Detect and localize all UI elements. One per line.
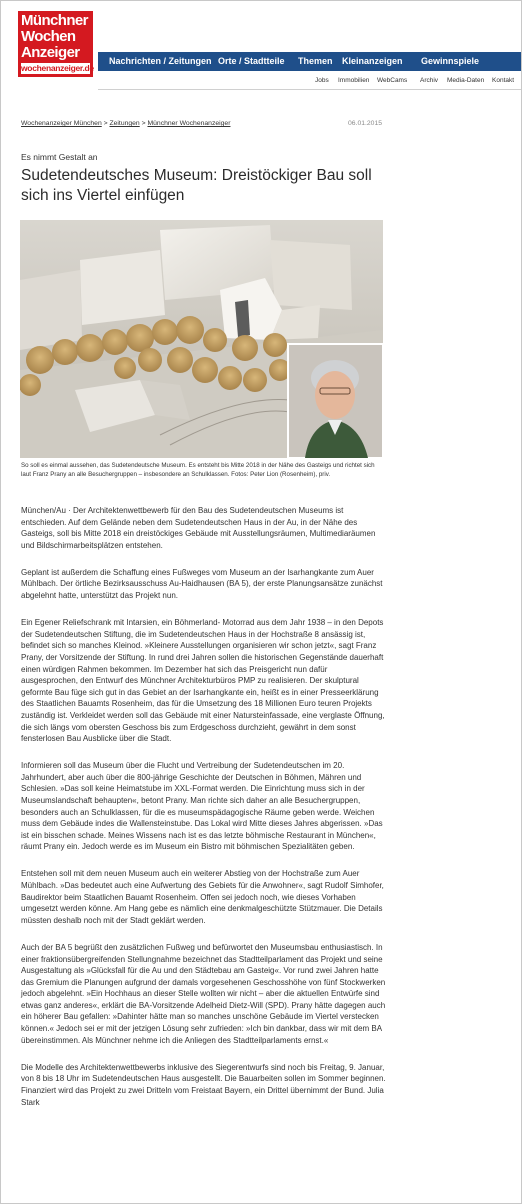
breadcrumb-separator: > (141, 120, 148, 127)
article-headline: Sudetendeutsches Museum: Dreistöckiger Bau soll sich ins Viertel einfügen (21, 167, 372, 204)
breadcrumb-zeitungen[interactable]: Zeitungen (109, 120, 140, 127)
subnav-archiv[interactable]: Archiv (420, 77, 439, 84)
article-paragraph: Entstehen soll mit dem neuen Museum auch ein weiterer Abstieg von der Hochstraße zum Auer Mühlbach. »Das bedeutet auch eine Aufwertung des Gebiets für die Anwohner«, sagt Rudolf Simhofer, Baudirektor beim Staatlichen Bauamt Rosenheim. Offen sei jedoch noch, wie dieses Vorhaben umgesetzt werden könne. Am Hang gebe es nämlich eine denkmalgeschützte Stützmauer. Die Details müssten deshalb noch mit der Stadt geklärt werden. (21, 869, 384, 925)
main-nav (98, 52, 521, 71)
logo-line-1: Münchner (21, 12, 88, 29)
subnav-jobs[interactable]: Jobs (315, 77, 329, 84)
header-divider (98, 89, 521, 90)
nav-item-nachrichten[interactable]: Nachrichten / Zeitungen (109, 56, 212, 66)
breadcrumb (21, 120, 230, 127)
subnav-immobilien[interactable]: Immobilien (338, 77, 370, 84)
logo-url: wochenanzeiger.de (21, 63, 94, 73)
article-paragraph: Die Modelle des Architektenwettbewerbs inklusive des Siegerentwurfs sind noch bis Freitag, 9. Januar, von 8 bis 18 Uhr im Sudetendeutschen Haus ausgestellt. Die Bauarbeiten sollen im Sommer beginnen. Finanziert wird das Projekt zu zwei Dritteln vom Freistaat Bayern, ein Drittel übernimmt der Bund. Julia Stark (21, 1062, 386, 1107)
subnav-media-daten[interactable]: Media-Daten (447, 77, 485, 84)
breadcrumb-separator: > (103, 120, 110, 127)
nav-item-themen[interactable]: Themen (298, 56, 333, 66)
logo-line-2: Wochen (21, 28, 76, 45)
article-photo[interactable] (20, 220, 383, 458)
photo-caption: So soll es einmal aussehen, das Sudetendeutsche Museum. Es entsteht bis Mitte 2018 in der Nähe des Gasteigs und richtet sich laut Franz Prany an alle Besuchergruppen – insbesondere an Schulklassen. Fotos: Peter Lion (Rosenheim), priv. (21, 462, 375, 478)
subnav-kontakt[interactable]: Kontakt (492, 77, 515, 84)
subnav-webcams[interactable]: WebCams (377, 77, 408, 84)
breadcrumb-home[interactable]: Wochenanzeiger München (21, 120, 102, 127)
article-paragraph: München/Au · Der Architektenwettbewerb für den Bau des Sudetendeutschen Museums ist entschieden. Auf dem Gelände neben dem Sudetendeutschen Haus in der Au, in der Nähe des Gasteigs, soll bis Mitte 2018 ein dreistöckiges Gebäude mit Ausstellungsräumen, Multimediaräumen und Bildschirmarbeitsplätzen entstehen. (21, 506, 376, 550)
nav-item-gewinnspiele[interactable]: Gewinnspiele (421, 56, 480, 66)
article-date: 06.01.2015 (348, 120, 383, 127)
article-paragraph: Auch der BA 5 begrüßt den zusätzlichen Fußweg und befürwortet den Museumsbau enthusiastisch. In einer fraktionsübergreifenden Stellungnahme bezeichnet das Stadtteilparlament das Projekt und seine Ausgestaltung als »Glücksfall für die Au und den Städtebau am Gasteig«. Vor rund zwei Jahren hatte das Gremium die Planungen aufgrund der damals vorgesehenen Geschosshöhe von fünf Stockwerken jedoch abgelehnt. »Ein Hochhaus an dieser Stelle wollten wir nicht – aber die aktuellen Entwürfe sind etwas ganz anderes«, erklärt die BA-Vorsitzende Adelheid Dietz-Will (SPD). Prany hätte dagegen auch ein höherer Bau gefallen: »Dahinter hätte man so manches unschöne Gebäude im Viertel verstecken können.« Jedoch sei er mit der jetzigen Lösung sehr zufrieden: »Ich bin dankbar, dass wir mit dem BA übereinstimmen. Als Münchner nehme ich die Anliegen des Stadtteilparlaments ernst.« (21, 942, 386, 1045)
museum-model-image (20, 220, 383, 458)
logo-line-3: Anzeiger (21, 44, 80, 61)
nav-item-kleinanzeigen[interactable]: Kleinanzeigen (342, 56, 403, 66)
sub-nav (1, 75, 521, 87)
nav-item-orte[interactable]: Orte / Stadtteile (218, 56, 285, 66)
article-body (21, 505, 386, 1124)
article-kicker: Es nimmt Gestalt an (21, 152, 98, 162)
article-paragraph: Geplant ist außerdem die Schaffung eines Fußweges vom Museum an der Isarhangkante zum Auer Mühlbach. Der örtliche Bezirksausschuss Au-Haidhausen (BA 5), der erste Planungsansätze zunächst abgelehnt hatte, unterstützt das Projekt nun. (21, 567, 383, 601)
article-paragraph: Informieren soll das Museum über die Flucht und Vertreibung der Sudetendeutschen im 20. Jahrhundert, aber auch über die 800-jährige Geschichte der Deutschen in Böhmen, Mähren und Schlesien. »Das soll keine Heimatstube im XXL-Format werden. Die Einrichtung muss sich in der Museumslandschaft behaupten«, betont Prany. Man richte sich daher an alle Besuchergruppen, besonders auch an Schulklassen, für die es museumspädagogische Räume geben werde. Weichen muss dem Gebäude indes die Wallensteinstube. Das Lokal wird Mitte dieses Jahres abgerissen. »Das ist ein bisschen schade. Meines Wissens nach ist es das letzte böhmische Restaurant in München«, räumt Prany ein. Jedoch werde es im Museum ein Bistro mit böhmischen Spezialitäten geben. (21, 761, 383, 852)
article-paragraph: Ein Egener Reliefschrank mit Intarsien, ein Böhmerland- Motorrad aus dem Jahr 1938 – in den Depots der Sudetendeutschen Stiftung, die im Sudetendeutschen Haus in der Hochstraße 8 ansässig ist, befindet sich so manches Kleinod. »Kleinere Ausstellungen organisieren wir schon jetzt«, sagt Franz Prany, der Vorsitzende der Stiftung. In rund drei Jahren sollen die historischen Gegenstände dauerhaft einen würdigen Rahmen bekommen. Im Dezember hat sich das Preisgericht nun dafür ausgesprochen, den Entwurf des Münchner Architekturbüros PMP zu realisieren. Der skulptural geformte Bau füge sich gut in das Gebiet an der Isarhangkante ein, heißt es in einer Presseerklärung des Staatlichen Bauamts Rosenheim, das für die Umsetzung des 18 Millionen Euro teuren Projekts zuständig ist. Verkleidet werden soll das Gebäude mit einer Natursteinfassade, eine verglaste Öffnung, die sich längs vom obersten Geschoss bis zum Erdgeschoss durchzieht, gewährt in dem sonst fensterlosen Bau Ausblicke über die Stadt. (21, 618, 385, 744)
site-logo[interactable] (18, 11, 93, 77)
breadcrumb-wochenanzeiger[interactable]: Münchner Wochenanzeiger (147, 120, 231, 127)
